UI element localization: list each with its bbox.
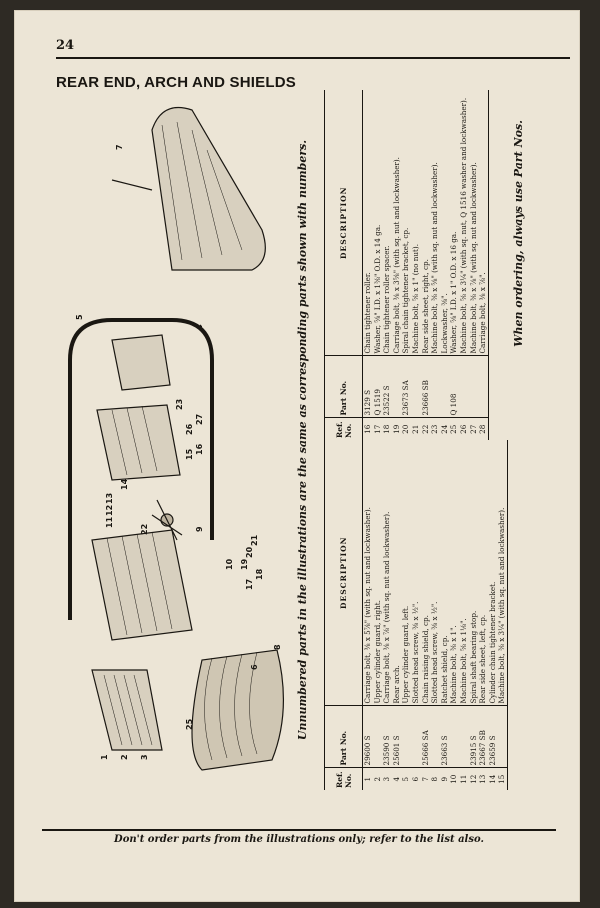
part-no: 25601 S — [392, 706, 402, 768]
part-description: Rear side sheet, right, cp. — [420, 259, 430, 354]
table-row — [469, 440, 479, 790]
parts-table-right — [324, 90, 489, 440]
part-description: Carriage bolt, ⅜ x ⅞". — [478, 90, 488, 356]
callout-number: 7 — [115, 144, 124, 150]
part-description: Rear arch. — [391, 665, 401, 704]
callout-number: 3 — [140, 754, 149, 760]
ref-no: 21 — [411, 418, 421, 440]
callout-number: 2 — [120, 754, 129, 760]
table-row — [392, 440, 402, 790]
ref-no: 3 — [382, 768, 392, 790]
callout-number: 20 — [245, 546, 254, 558]
table-row — [373, 440, 383, 790]
part-no — [401, 706, 411, 768]
rotated-content — [52, 90, 542, 790]
part-no: Q 108 — [449, 356, 459, 418]
part-description: Machine bolt, ⅜ x ⅝" (with sq. nut and lockwasher). — [430, 162, 440, 354]
part-no — [411, 706, 421, 768]
table-row — [478, 440, 488, 790]
ref-no: 24 — [440, 418, 450, 440]
part-description: Upper cylinder guard, right. — [372, 600, 382, 704]
part-no — [459, 706, 469, 768]
part-no — [469, 356, 479, 418]
part-no — [459, 356, 469, 418]
ref-no: 16 — [363, 418, 373, 440]
part-description: Carriage bolt, ⅜ x 5⅞" (with sq. nut and lockwasher). — [363, 507, 372, 704]
callout-number: 11 — [105, 516, 114, 528]
part-description: Upper cylinder guard, left. — [401, 605, 411, 704]
ref-no: 20 — [401, 418, 411, 440]
callout-number: 12 — [105, 504, 114, 516]
table-row — [421, 440, 431, 790]
callout-number: 6 — [250, 664, 259, 670]
upper-cylinder-guard-left-art — [112, 335, 170, 390]
ref-no: 28 — [478, 418, 488, 440]
callout-number: 17 — [245, 578, 254, 590]
part-description: Machine bolt, ⅝ x 3¼" (with sq. nut, Q 1516 washer and lockwasher). — [458, 97, 468, 354]
table-row — [440, 90, 450, 440]
table-row — [469, 90, 479, 440]
ordering-note: When ordering, always use Part Nos. — [512, 120, 525, 347]
ref-no: 5 — [401, 768, 411, 790]
part-no — [430, 706, 440, 768]
ref-no: 9 — [440, 768, 450, 790]
callout-number: 15 — [185, 448, 194, 460]
callout-number: 13 — [105, 492, 114, 504]
ref-no: 14 — [488, 768, 498, 790]
table-row — [459, 440, 469, 790]
part-no: 23590 S — [382, 706, 392, 768]
ref-no: 17 — [373, 418, 383, 440]
page-number: 24 — [56, 38, 75, 53]
part-no — [430, 356, 440, 418]
part-no — [440, 356, 450, 418]
callout-number: 4 — [195, 324, 204, 330]
part-no: 23663 S — [440, 706, 450, 768]
callout-number: 27 — [195, 413, 204, 425]
table-row — [382, 90, 392, 440]
part-description: Machine bolt, ⅜ x 1". — [449, 625, 459, 704]
part-no — [411, 356, 421, 418]
part-no — [478, 356, 488, 418]
callout-number: 8 — [273, 644, 282, 650]
table-row — [411, 90, 421, 440]
table-row — [363, 90, 373, 440]
table-row — [488, 440, 498, 790]
part-no: 25666 SA — [421, 706, 431, 768]
ref-no: 25 — [449, 418, 459, 440]
part-no: 23673 SA — [401, 356, 411, 418]
part-description: Carriage bolt, ⅜ x 3⅝" (with sq. nut and lockwasher). — [391, 157, 401, 354]
table-row — [401, 440, 411, 790]
callout-number: 25 — [185, 718, 194, 730]
table-row — [392, 90, 402, 440]
ref-no: 12 — [469, 768, 479, 790]
ref-no: 23 — [430, 418, 440, 440]
top-rule — [56, 57, 570, 59]
callout-number: 21 — [250, 534, 259, 546]
part-description: Lockwasher, ⅜". — [439, 293, 449, 354]
ref-no: 26 — [459, 418, 469, 440]
part-description: Slotted head screw, ⅜ x ½". — [430, 601, 440, 704]
part-no — [497, 706, 507, 768]
table-row — [449, 440, 459, 790]
part-description: Spiral chain tightener bracket, cp. — [401, 227, 411, 354]
ref-no: 22 — [421, 418, 431, 440]
ref-no: 8 — [430, 768, 440, 790]
column-header-ref: Ref. No. — [325, 418, 363, 440]
callout-number: 16 — [195, 443, 204, 455]
callout-number: 26 — [185, 423, 194, 435]
table-row — [411, 440, 421, 790]
rear-side-sheet-right-art — [92, 530, 192, 640]
part-no: 23666 SB — [421, 356, 431, 418]
table-row — [459, 90, 469, 440]
table-row — [401, 90, 411, 440]
ref-no: 1 — [363, 768, 373, 790]
parts-illustration — [52, 90, 292, 790]
table-row — [497, 440, 507, 790]
table-row — [430, 440, 440, 790]
illustration-caption: Unnumbered parts in the illustrations are the same as corresponding parts shown with numbers. — [296, 139, 309, 741]
part-no: 23667 SB — [478, 706, 488, 768]
part-no — [449, 706, 459, 768]
table-row — [440, 440, 450, 790]
part-description: Slotted head screw, ⅜ x ½". — [410, 601, 420, 704]
part-description: Spiral shaft bearing stop. — [468, 610, 478, 704]
ref-no: 6 — [411, 768, 421, 790]
column-header-description: DESCRIPTION — [325, 440, 363, 706]
part-description: Machine bolt, ⅜ x ⅞" (with sq. nut and lockwasher). — [468, 162, 478, 354]
ref-no: 2 — [373, 768, 383, 790]
ref-no: 27 — [469, 418, 479, 440]
part-description: Carriage bolt, ⅜ x ⅞" (with sq. nut and lockwasher). — [382, 511, 392, 704]
part-description: Rear side sheet, left, cp. — [478, 614, 488, 704]
part-description: Machine bolt, ⅜ x 3¼" (with sq. nut and lockwasher). — [497, 440, 507, 706]
upper-cylinder-guard-right-art — [92, 670, 162, 750]
callout-number: 9 — [195, 526, 204, 532]
callout-number: 1 — [100, 754, 109, 760]
table-row — [449, 90, 459, 440]
callout-number: 10 — [225, 558, 234, 570]
ref-no: 19 — [392, 418, 402, 440]
part-no: 23659 S — [488, 706, 498, 768]
part-no: 23522 S — [382, 356, 392, 418]
callout-number: 22 — [140, 523, 149, 535]
ref-no: 11 — [459, 768, 469, 790]
ref-no: 7 — [421, 768, 431, 790]
part-no: Q 1519 — [373, 356, 383, 418]
callout-number: 23 — [175, 398, 184, 410]
ref-no: 13 — [478, 768, 488, 790]
column-header-part: Part No. — [325, 706, 363, 768]
part-description: Machine bolt, ⅝ x 1" (no nut). — [410, 244, 420, 354]
table-row — [478, 90, 488, 440]
parts-list — [324, 90, 508, 790]
table-row — [421, 90, 431, 440]
part-no: 23915 S — [469, 706, 479, 768]
part-description: Chain tightener roller spacer. — [382, 245, 392, 354]
column-header-ref: Ref. No. — [325, 768, 363, 790]
callout-number: 18 — [255, 568, 264, 580]
rear-side-sheet-left-art — [97, 405, 180, 480]
page-title: REAR END, ARCH AND SHIELDS — [56, 74, 296, 91]
table-row — [430, 90, 440, 440]
callout-number: 19 — [240, 558, 249, 570]
table-row — [363, 440, 373, 790]
part-description: Chain tightener roller. — [363, 272, 372, 354]
part-no — [373, 706, 383, 768]
part-description: Washer, ⅝" I.D. x 1" O.D. x 16 ga. — [449, 231, 459, 354]
chain-raising-shield-art — [192, 650, 283, 770]
callout-number: 5 — [75, 314, 84, 320]
part-no — [392, 356, 402, 418]
part-no: 3129 S — [363, 356, 373, 418]
part-description: Ratchet shield, cp. — [439, 635, 449, 704]
ref-no: 18 — [382, 418, 392, 440]
part-description: Washer, ⅝" I.D. x 1⅜" O.D. x 14 ga. — [372, 224, 382, 354]
callout-number: 14 — [120, 478, 129, 490]
column-header-description: DESCRIPTION — [325, 90, 363, 356]
parts-table-left — [324, 440, 508, 790]
ratchet-shield-art — [112, 108, 265, 271]
part-description: Machine bolt, ⅝ x 1⅛". — [458, 618, 468, 704]
column-header-part: Part No. — [325, 356, 363, 418]
ref-no: 10 — [449, 768, 459, 790]
table-row — [382, 440, 392, 790]
part-no: 29600 S — [363, 706, 373, 768]
table-row — [373, 90, 383, 440]
part-description: Cylinder chain tightener bracket. — [487, 581, 497, 704]
ref-no: 4 — [392, 768, 402, 790]
footer-note: Don't order parts from the illustrations only; refer to the list also. — [114, 834, 484, 845]
bottom-rule — [42, 829, 556, 831]
ref-no: 15 — [497, 768, 507, 790]
part-description: Chain raising shield, cp. — [420, 615, 430, 704]
